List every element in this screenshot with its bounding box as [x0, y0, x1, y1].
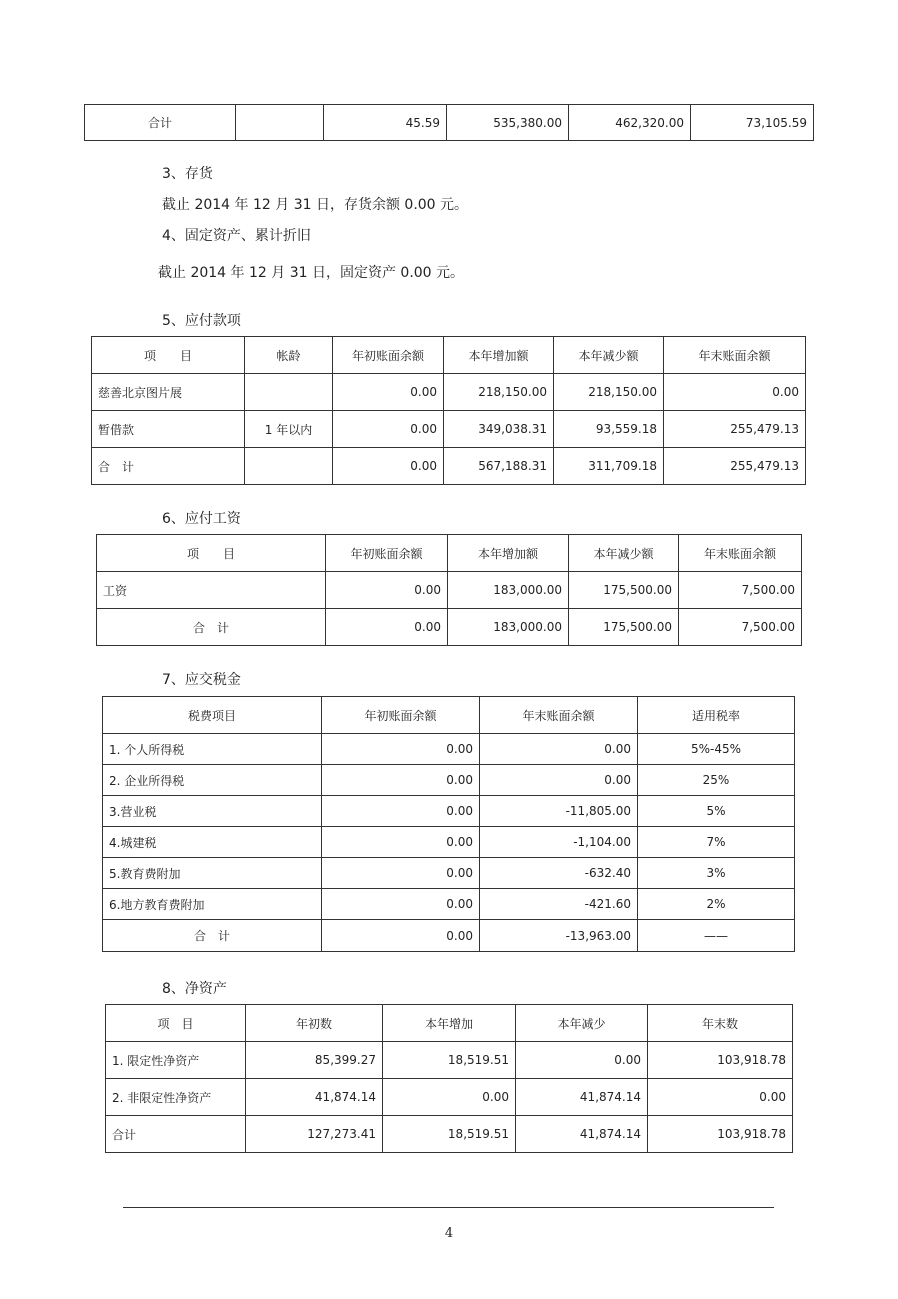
- table-cell: 0.00: [322, 920, 480, 952]
- table-header-cell: 年末账面余额: [480, 697, 638, 734]
- table-cell: 25%: [638, 765, 795, 796]
- table-cell: 7,500.00: [679, 572, 802, 609]
- section-heading-payables: 5、应付款项: [162, 313, 241, 329]
- table-cell: -632.40: [480, 858, 638, 889]
- table-cell: -421.60: [480, 889, 638, 920]
- table-header-cell: 适用税率: [638, 697, 795, 734]
- table-header-cell: 本年增加额: [444, 337, 554, 374]
- table-row: [92, 374, 806, 411]
- table-cell: 41,874.14: [246, 1079, 383, 1116]
- section-heading-fixed-assets: 4、固定资产、累计折旧: [162, 228, 311, 244]
- table-row: [106, 1116, 793, 1153]
- table-header-cell: 年初账面余额: [333, 337, 444, 374]
- table-cell: 175,500.00: [569, 609, 679, 646]
- table-cell: 5%-45%: [638, 734, 795, 765]
- table-cell: -13,963.00: [480, 920, 638, 952]
- table-header-cell: 本年减少额: [554, 337, 664, 374]
- table-row: [97, 609, 802, 646]
- table-cell: 73,105.59: [691, 105, 814, 141]
- footer-divider: [123, 1207, 774, 1208]
- table-row: [103, 765, 795, 796]
- table-cell: 0.00: [664, 374, 806, 411]
- table-cell: 0.00: [516, 1042, 648, 1079]
- table-cell: 255,479.13: [664, 411, 806, 448]
- table-cell: 41,874.14: [516, 1079, 648, 1116]
- table-header-cell: 项 目: [106, 1005, 246, 1042]
- table-header-cell: 项 目: [97, 535, 326, 572]
- table-cell: 175,500.00: [569, 572, 679, 609]
- table-cell: 暂借款: [92, 411, 245, 448]
- table-cell: 1. 限定性净资产: [106, 1042, 246, 1079]
- table-header-cell: 本年减少: [516, 1005, 648, 1042]
- table-cell: 5%: [638, 796, 795, 827]
- section-heading-wages-payable: 6、应付工资: [162, 511, 241, 527]
- table-cell: 18,519.51: [383, 1042, 516, 1079]
- table-cell: 合 计: [92, 448, 245, 485]
- table-header-cell: 年末账面余额: [679, 535, 802, 572]
- table-row: [97, 572, 802, 609]
- table-payables: [91, 336, 806, 485]
- table-header-row: [106, 1005, 793, 1042]
- table-cell: 合计: [106, 1116, 246, 1153]
- table-header-cell: 本年减少额: [569, 535, 679, 572]
- table-row: [92, 448, 806, 485]
- table-cell: 慈善北京图片展: [92, 374, 245, 411]
- table-cell: 103,918.78: [648, 1116, 793, 1153]
- table-cell: 45.59: [324, 105, 447, 141]
- table-row: [106, 1079, 793, 1116]
- table-cell: 0.00: [333, 411, 444, 448]
- table-cell: 183,000.00: [448, 572, 569, 609]
- table-cell: 4.城建税: [103, 827, 322, 858]
- table-cell: 0.00: [322, 827, 480, 858]
- table-cell: -1,104.00: [480, 827, 638, 858]
- table-cell: 0.00: [333, 374, 444, 411]
- table-cell: 合 计: [97, 609, 326, 646]
- table-row: [103, 827, 795, 858]
- table-taxes-payable: [102, 696, 795, 952]
- table-row: [103, 734, 795, 765]
- table-cell: 0.00: [383, 1079, 516, 1116]
- table-cell: 567,188.31: [444, 448, 554, 485]
- table-row: [85, 105, 814, 141]
- table-cell: 0.00: [322, 796, 480, 827]
- table-cell: 0.00: [333, 448, 444, 485]
- table-cell: 183,000.00: [448, 609, 569, 646]
- table-cell: 127,273.41: [246, 1116, 383, 1153]
- paragraph-fixed-assets: 截止 2014 年 12 月 31 日，固定资产 0.00 元。: [158, 265, 465, 281]
- table-row: [103, 858, 795, 889]
- table-header-cell: 税费项目: [103, 697, 322, 734]
- table-carryover: [84, 104, 814, 141]
- table-cell: 合 计: [103, 920, 322, 952]
- table-cell: 535,380.00: [447, 105, 569, 141]
- table-wages-payable: [96, 534, 802, 646]
- table-cell: 0.00: [326, 609, 448, 646]
- table-cell: 1 年以内: [245, 411, 333, 448]
- table-cell: 103,918.78: [648, 1042, 793, 1079]
- table-row: [103, 796, 795, 827]
- table-cell: 2%: [638, 889, 795, 920]
- section-heading-taxes-payable: 7、应交税金: [162, 672, 241, 688]
- table-cell: 255,479.13: [664, 448, 806, 485]
- table-cell: 218,150.00: [554, 374, 664, 411]
- table-cell: 41,874.14: [516, 1116, 648, 1153]
- table-cell: [245, 448, 333, 485]
- table-cell: 18,519.51: [383, 1116, 516, 1153]
- table-cell: -11,805.00: [480, 796, 638, 827]
- table-cell: 3.营业税: [103, 796, 322, 827]
- table-cell: 0.00: [322, 889, 480, 920]
- table-cell: ——: [638, 920, 795, 952]
- table-row: [103, 920, 795, 952]
- table-cell: 2. 企业所得税: [103, 765, 322, 796]
- table-header-cell: 年初账面余额: [326, 535, 448, 572]
- table-cell: 0.00: [322, 734, 480, 765]
- table-cell: 工资: [97, 572, 326, 609]
- table-header-cell: 年初账面余额: [322, 697, 480, 734]
- section-heading-inventory: 3、存货: [162, 166, 213, 182]
- table-header-cell: 年初数: [246, 1005, 383, 1042]
- table-row: [106, 1042, 793, 1079]
- table-cell: 1. 个人所得税: [103, 734, 322, 765]
- table-cell: 3%: [638, 858, 795, 889]
- table-cell: 合计: [85, 105, 236, 141]
- table-cell: [236, 105, 324, 141]
- table-header-row: [92, 337, 806, 374]
- table-header-cell: 年末数: [648, 1005, 793, 1042]
- table-header-row: [103, 697, 795, 734]
- page-number: 4: [444, 1226, 454, 1241]
- table-header-cell: 本年增加: [383, 1005, 516, 1042]
- table-cell: 7%: [638, 827, 795, 858]
- table-cell: 93,559.18: [554, 411, 664, 448]
- table-row: [92, 411, 806, 448]
- section-heading-net-assets: 8、净资产: [162, 981, 227, 997]
- table-header-cell: 年末账面余额: [664, 337, 806, 374]
- table-cell: 0.00: [322, 858, 480, 889]
- table-net-assets: [105, 1004, 793, 1153]
- table-cell: 0.00: [648, 1079, 793, 1116]
- table-cell: 2. 非限定性净资产: [106, 1079, 246, 1116]
- table-cell: 6.地方教育费附加: [103, 889, 322, 920]
- table-cell: 0.00: [480, 765, 638, 796]
- table-cell: 7,500.00: [679, 609, 802, 646]
- table-cell: 0.00: [322, 765, 480, 796]
- table-cell: 85,399.27: [246, 1042, 383, 1079]
- table-header-row: [97, 535, 802, 572]
- table-header-cell: 帐龄: [245, 337, 333, 374]
- table-header-cell: 项 目: [92, 337, 245, 374]
- table-header-cell: 本年增加额: [448, 535, 569, 572]
- table-cell: 0.00: [480, 734, 638, 765]
- table-cell: [245, 374, 333, 411]
- table-row: [103, 889, 795, 920]
- table-cell: 349,038.31: [444, 411, 554, 448]
- table-cell: 462,320.00: [569, 105, 691, 141]
- table-cell: 5.教育费附加: [103, 858, 322, 889]
- table-cell: 218,150.00: [444, 374, 554, 411]
- paragraph-inventory: 截止 2014 年 12 月 31 日，存货余额 0.00 元。: [162, 197, 469, 213]
- table-cell: 0.00: [326, 572, 448, 609]
- table-cell: 311,709.18: [554, 448, 664, 485]
